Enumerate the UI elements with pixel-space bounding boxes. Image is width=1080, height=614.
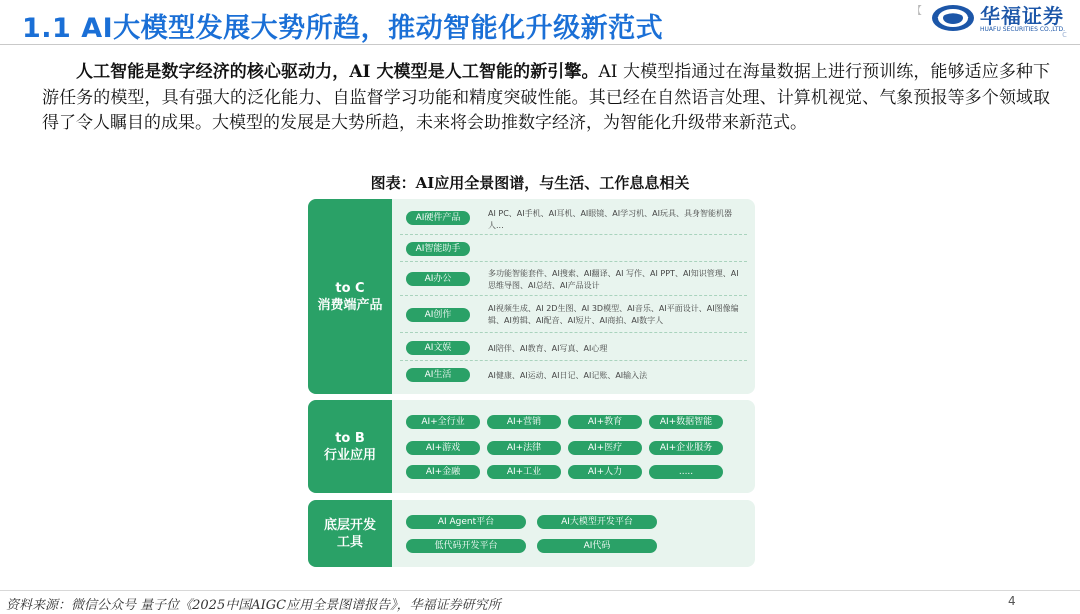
category-desc: AI健康、AI运动、AI日记、AI记账、AI输入法 <box>488 371 648 380</box>
to-b-side-label <box>308 400 392 493</box>
to-c-panel <box>308 199 755 394</box>
row-divider <box>400 360 747 361</box>
category-desc: 多功能智能套件、AI搜索、AI翻译、AI 写作、AI PPT、AI知识管理、AI思维导图、AI总结、AI产品设计 <box>488 269 739 290</box>
list-item <box>400 205 747 235</box>
category-pill: AI硬件产品 <box>406 211 470 225</box>
industry-pill: AI+全行业 <box>406 415 480 429</box>
logo-left-fragment: 【 <box>912 6 922 17</box>
page-number: 4 <box>1008 594 1016 608</box>
logo-english: HUAFU SECURITIES CO.,LTD. <box>980 26 1066 33</box>
industry-pill: AI+人力 <box>568 465 642 479</box>
row-divider <box>400 261 747 262</box>
tool-pill: AI大模型开发平台 <box>537 515 657 529</box>
industry-pill: AI+法律 <box>487 441 561 455</box>
category-pill: AI智能助手 <box>406 242 470 256</box>
industry-pill: AI+医疗 <box>568 441 642 455</box>
list-item <box>400 363 747 389</box>
footer-divider <box>0 590 1080 591</box>
row-divider <box>400 295 747 296</box>
industry-pill: AI+教育 <box>568 415 642 429</box>
to-c-title: to C <box>335 280 365 296</box>
industry-pill: AI+数据智能 <box>649 415 723 429</box>
category-pill: AI文娱 <box>406 341 470 355</box>
logo-name: 华福证券 <box>980 4 1064 28</box>
category-desc: AI陪伴、AI教育、AI写真、AI心理 <box>488 344 608 353</box>
category-desc: AI视频生成、AI 2D生图、AI 3D模型、AI音乐、AI平面设计、AI图像编辑、AI剪辑、AI配音、AI短片、AI商拍、AI数字人 <box>488 304 739 325</box>
industry-pill: AI+工业 <box>487 465 561 479</box>
list-item <box>400 264 747 296</box>
to-b-panel <box>308 400 755 493</box>
industry-pill: AI+游戏 <box>406 441 480 455</box>
paragraph-text: AI 大模型指通过在海量数据上进行预训练，能够适应多种下游任务的模型，具有强大的泛化能力、自监督学习功能和精度突破性能。其已经在自然语言处理、计算机视觉、气象预报等多个领域取得了令人瞩目的成果。大模型的发展是大势所趋，未来将会助推数字经济，为智能化升级带来新范式。 <box>42 62 1050 133</box>
to-b-subtitle: 行业应用 <box>323 447 376 463</box>
brand-logo <box>912 0 1080 40</box>
body-paragraph <box>42 60 1050 137</box>
category-desc: AI PC、AI手机、AI耳机、AI眼镜、AI学习机、AI玩具、具身智能机器人... <box>488 209 732 230</box>
logo-right-fragment: c <box>1062 30 1067 40</box>
dev-tools-panel <box>308 500 755 567</box>
paragraph-lead: 人工智能是数字经济的核心驱动力，AI 大模型是人工智能的新引擎。 <box>76 62 599 82</box>
source-note: 资料来源：微信公众号 量子位《2025中国AIGC应用全景图谱报告》，华福证券研究所 <box>6 598 501 613</box>
figure-caption: 图表：AI应用全景图谱，与生活、工作息息相关 <box>370 174 690 192</box>
dev-tools-subtitle: 工具 <box>336 534 363 550</box>
tool-pill: AI Agent平台 <box>406 515 526 529</box>
list-item <box>400 298 747 333</box>
page-title: 1.1 AI大模型发展大势所趋，推动智能化升级新范式 <box>22 13 664 44</box>
tool-pill: 低代码开发平台 <box>406 539 526 553</box>
header-divider <box>0 44 1080 45</box>
to-c-subtitle: 消费端产品 <box>317 297 383 313</box>
category-pill: AI办公 <box>406 272 470 286</box>
to-c-side-label <box>308 199 392 394</box>
list-item <box>400 335 747 361</box>
dev-tools-side-label <box>308 500 392 567</box>
industry-pill: AI+营销 <box>487 415 561 429</box>
row-divider <box>400 234 747 235</box>
list-item <box>400 237 747 262</box>
to-b-title: to B <box>335 430 365 446</box>
tool-pill: AI代码 <box>537 539 657 553</box>
dev-tools-title: 底层开发 <box>323 517 376 533</box>
category-pill: AI生活 <box>406 368 470 382</box>
industry-pill: AI+企业服务 <box>649 441 723 455</box>
globe-logo-icon <box>930 3 976 33</box>
industry-pill: ..... <box>649 465 723 479</box>
row-divider <box>400 332 747 333</box>
industry-pill: AI+金融 <box>406 465 480 479</box>
category-pill: AI创作 <box>406 308 470 322</box>
